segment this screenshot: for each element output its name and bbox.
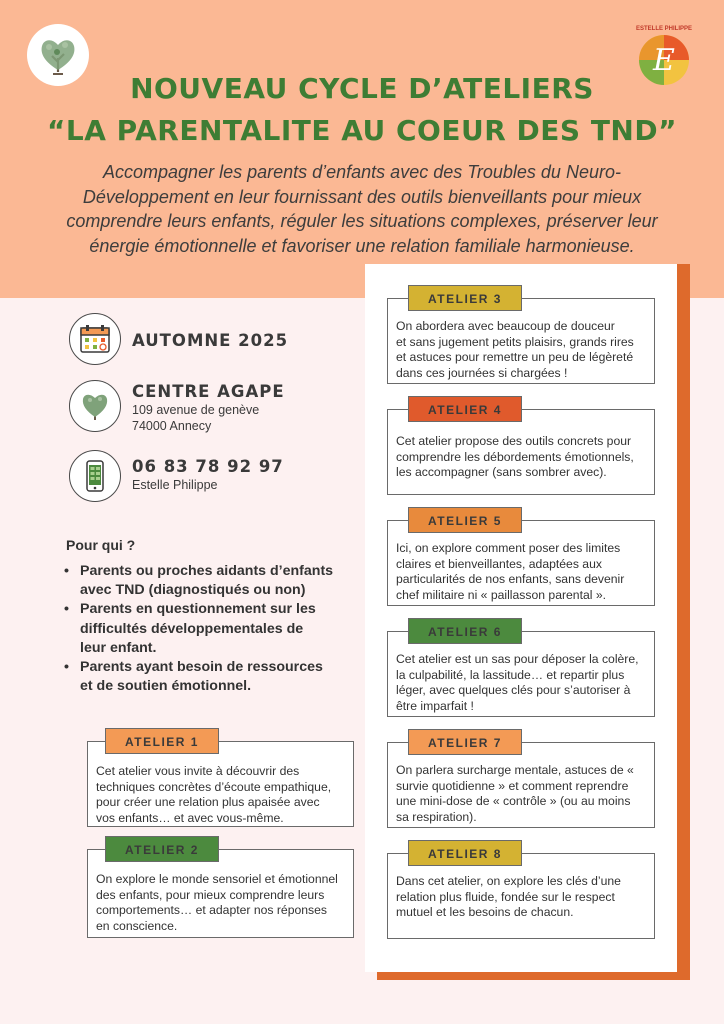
card-line: et sans jugement petits plaisirs, grands rires <box>396 334 634 349</box>
atelier-1-tag: ATELIER 1 <box>105 728 219 754</box>
venue-address-line2: 74000 Annecy <box>132 419 212 433</box>
card-line: On abordera avec beaucoup de douceur <box>396 319 615 333</box>
card-line: Cet atelier est un sas pour déposer la colère, <box>396 652 639 666</box>
list-item-line: leur enfant. <box>80 639 157 656</box>
atelier-7-text <box>396 763 646 825</box>
phone-icon <box>78 459 112 493</box>
card-line: techniques concrètes d’écoute empathique, <box>96 779 332 794</box>
card-line: pour créer une relation plus apaisée avec <box>96 795 320 810</box>
subtitle-line: comprendre leurs enfants, réguler les situations complexes, préserver leur <box>66 211 658 231</box>
calendar-icon <box>78 322 112 356</box>
card-line: une mini-dose de « contrôle » (ou au moins <box>396 794 631 809</box>
list-item-line: avec TND (diagnostiqués ou non) <box>80 582 306 599</box>
card-line: comprendre les débordements émotionnels, <box>396 449 634 464</box>
card-line: particularités de nos enfants, sans devenir <box>396 572 625 587</box>
subtitle-line: Accompagner les parents d’enfants avec des Troubles du Neuro- <box>103 162 621 182</box>
atelier-6-tag: ATELIER 6 <box>408 618 522 644</box>
subtitle-line: Développement en leur fournissant des outils bienveillants pour mieux <box>82 186 642 207</box>
card-line: Cet atelier vous invite à découvrir des <box>96 764 300 778</box>
atelier-5-tag: ATELIER 5 <box>408 507 522 533</box>
season-title: AUTOMNE 2025 <box>132 331 289 350</box>
list-item <box>78 562 348 600</box>
atelier-4-text <box>396 434 646 481</box>
atelier-7-tag: ATELIER 7 <box>408 729 522 755</box>
card-line: les accompagner (sans sombrer avec). <box>396 465 607 480</box>
atelier-5-text <box>396 541 646 603</box>
venue-name: CENTRE AGAPE <box>132 382 285 401</box>
list-item <box>78 658 348 696</box>
page-title-line1: NOUVEAU CYCLE D’ATELIERS <box>130 72 594 105</box>
subtitle-line: énergie émotionnelle et favoriser une relation familiale harmonieuse. <box>89 235 635 256</box>
list-item-line: • Parents ayant besoin de ressources <box>80 659 323 676</box>
atelier-8-text <box>396 874 646 921</box>
card-line: dans ces journées si chargées ! <box>396 365 568 380</box>
card-line: sa respiration). <box>396 809 477 824</box>
tree-icon <box>78 389 112 423</box>
card-line: la culpabilité, la lassitude… et repartir plus <box>396 667 625 682</box>
atelier-3-text <box>396 319 646 381</box>
card-line: Cet atelier propose des outils concrets pour <box>396 434 632 448</box>
contact-name: Estelle Philippe <box>132 478 218 492</box>
card-line: et astuces pour remettre un peu de légèreté <box>396 350 634 365</box>
atelier-4-tag: ATELIER 4 <box>408 396 522 422</box>
card-line: survie quotidienne » et comment reprendre <box>396 778 629 793</box>
list-item-line: • Parents en questionnement sur les <box>80 601 316 618</box>
list-item-line: difficultés développementales de <box>80 620 304 637</box>
card-line: chef militaire ni « paillasson parental ». <box>396 587 607 602</box>
calendar-icon-circle <box>69 313 121 365</box>
list-item-line: et de soutien émotionnel. <box>80 678 252 695</box>
audience-list <box>78 562 348 696</box>
list-item <box>78 600 348 658</box>
card-line: léger, avec quelques clés pour s’autoriser à <box>396 683 631 698</box>
audience-heading: Pour qui ? <box>66 537 136 553</box>
card-line: Ici, on explore comment poser des limites <box>396 541 621 555</box>
atelier-1-text <box>96 764 345 826</box>
venue-icon-circle <box>69 380 121 432</box>
atelier-2-tag: ATELIER 2 <box>105 836 219 862</box>
card-line: vos enfants… et avec vous-même. <box>96 810 284 825</box>
card-line: claires et bienveillantes, adaptées aux <box>396 556 602 571</box>
card-line: On explore le monde sensoriel et émotionnel <box>96 872 338 886</box>
card-line: des enfants, pour mieux comprendre leurs <box>96 887 325 902</box>
card-line: mutuel et les besoins de chacun. <box>396 905 574 920</box>
list-item-line: • Parents ou proches aidants d’enfants <box>80 563 334 579</box>
atelier-8-tag: ATELIER 8 <box>408 840 522 866</box>
atelier-6-text <box>396 652 646 714</box>
logo-name-text: ESTELLE PHILIPPE <box>635 26 692 32</box>
card-line: relation plus fluide, fondée sur le respect <box>396 889 615 904</box>
card-line: être imparfait ! <box>396 698 474 713</box>
card-line: comportements… et adapter nos réponses <box>96 903 328 918</box>
page-title-line2: “LA PARENTALITE AU COEUR DES TND” <box>46 114 677 147</box>
card-line: Dans cet atelier, on explore les clés d’une <box>396 874 621 888</box>
phone-icon-circle <box>69 450 121 502</box>
atelier-2-text <box>96 872 345 934</box>
card-line: On parlera surcharge mentale, astuces de « <box>396 763 634 777</box>
subtitle <box>50 160 674 258</box>
card-line: en conscience. <box>96 918 178 933</box>
svg-text:E: E <box>653 43 675 78</box>
phone-number: 06 83 78 92 97 <box>132 457 284 476</box>
venue-address-line1: 109 avenue de genève <box>132 403 260 417</box>
atelier-3-tag: ATELIER 3 <box>408 285 522 311</box>
